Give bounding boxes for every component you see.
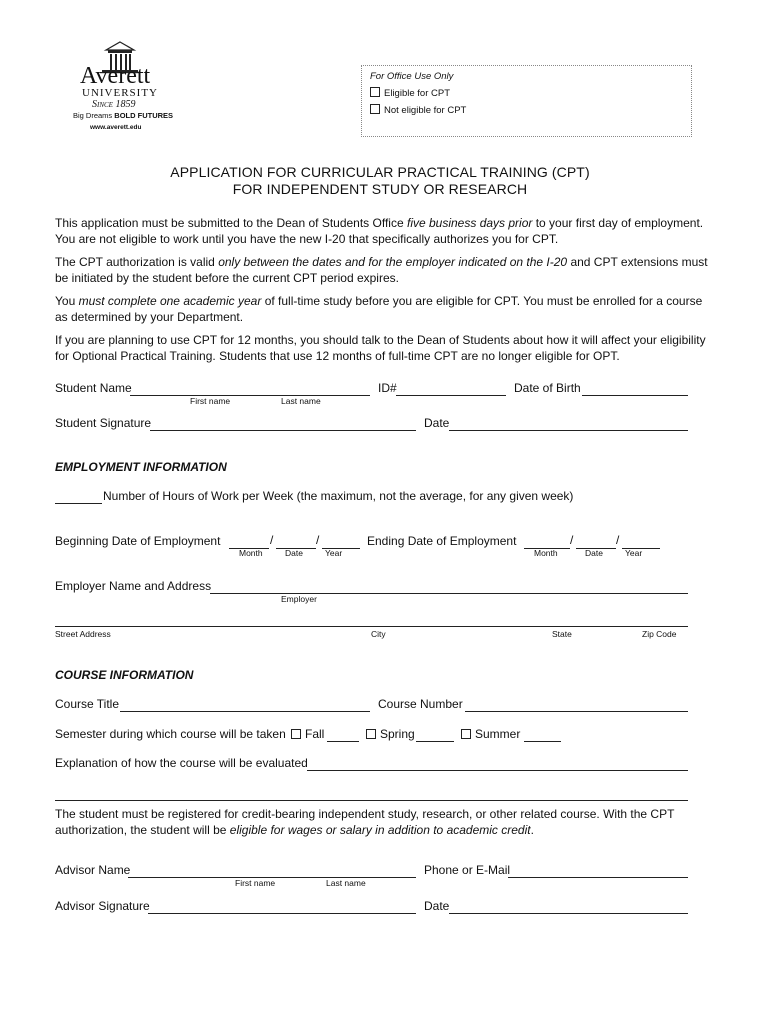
tagline-bold: BOLD FUTURES (114, 111, 174, 120)
logo-since: Since 1859 (92, 99, 136, 110)
student-date-label: Date (424, 416, 450, 430)
advisor-signature-label: Advisor Signature (55, 899, 150, 913)
end-slash-1: / (570, 533, 574, 547)
zip-caption: Zip Code (642, 629, 677, 639)
title-line2: FOR INDEPENDENT STUDY OR RESEARCH (232, 181, 528, 197)
end-month-field[interactable] (524, 535, 570, 549)
begin-day-field[interactable] (276, 535, 316, 549)
begin-slash-2: / (316, 533, 320, 547)
dob-label: Date of Birth (514, 381, 581, 395)
student-id-field[interactable] (396, 382, 506, 396)
begin-slash-1: / (270, 533, 274, 547)
end-year-caption: Year (625, 548, 643, 558)
end-year-field[interactable] (622, 535, 660, 549)
semester-spring[interactable] (366, 727, 415, 741)
advisor-date-label: Date (424, 899, 450, 913)
employment-heading: EMPLOYMENT INFORMATION (55, 460, 227, 474)
course-number-field[interactable] (465, 698, 688, 712)
hours-label: Number of Hours of Work per Week (the maximum, not the average, for any given week) (103, 489, 574, 503)
spring-label: Spring (380, 727, 415, 741)
fall-label: Fall (305, 727, 325, 741)
street-caption: Street Address (55, 629, 111, 639)
form-title (55, 164, 705, 198)
begin-month-field[interactable] (229, 535, 269, 549)
student-name-field[interactable] (130, 382, 370, 396)
checkbox-icon[interactable] (370, 87, 380, 97)
evaluation-label: Explanation of how the course will be evaluated (55, 756, 308, 770)
fall-field[interactable] (327, 728, 359, 742)
office-opt2: Not eligible for CPT (384, 105, 467, 116)
logo-name-bottom: UNIVERSITY (82, 87, 158, 99)
advisor-contact-field[interactable] (508, 864, 688, 878)
course-heading: COURSE INFORMATION (55, 668, 194, 682)
hours-field[interactable] (55, 490, 102, 504)
advisor-last-name-caption: Last name (326, 878, 366, 888)
advisor-signature-field[interactable] (148, 900, 416, 914)
office-option-not-eligible[interactable] (370, 104, 466, 116)
evaluation-field-2[interactable] (55, 787, 688, 801)
intro-p4: If you are planning to use CPT for 12 months, you should talk to the Dean of Students about how it will affect your eligibility for Optional Practical Training. Students that use 12 months of full-time CPT are no longer eligible for OPT. (55, 333, 706, 363)
semester-label: Semester during which course will be taken (55, 727, 286, 741)
intro (55, 216, 710, 364)
intro-p2: The CPT authorization is valid only between the dates and for the employer indicated on the I-20 and CPT extensions must be initiated by the student before the current CPT period expires. (55, 255, 708, 285)
student-date-field[interactable] (449, 417, 688, 431)
course-title-field[interactable] (120, 698, 370, 712)
student-signature-label: Student Signature (55, 416, 152, 430)
end-slash-2: / (616, 533, 620, 547)
student-id-label: ID# (378, 381, 397, 395)
end-month-caption: Month (534, 548, 558, 558)
semester-summer[interactable] (461, 727, 520, 741)
course-title-label: Course Title (55, 697, 120, 711)
employer-field[interactable] (210, 580, 688, 594)
advisor-contact-label: Phone or E-Mail (424, 863, 511, 877)
checkbox-icon[interactable] (370, 104, 380, 114)
office-opt1: Eligible for CPT (384, 88, 450, 99)
tagline-light: Big Dreams (73, 111, 113, 120)
begin-date-label: Beginning Date of Employment (55, 534, 221, 548)
checkbox-icon[interactable] (291, 729, 301, 739)
checkbox-icon[interactable] (366, 729, 376, 739)
begin-year-field[interactable] (322, 535, 360, 549)
advisor-name-field[interactable] (128, 864, 416, 878)
title-line1: APPLICATION FOR CURRICULAR PRACTICAL TRAINING (CPT) (170, 164, 590, 180)
state-caption: State (552, 629, 572, 639)
begin-date-caption: Date (285, 548, 303, 558)
end-date-caption: Date (585, 548, 603, 558)
employer-address-field[interactable] (55, 613, 688, 627)
logo-url: www.averett.edu (90, 124, 142, 131)
course-note: The student must be registered for credit-bearing independent study, research, or other related course. With the CPT authorization, the student will be eligible for wages or salary in addition to academic credit. (55, 807, 675, 837)
begin-year-caption: Year (325, 548, 343, 558)
dob-field[interactable] (582, 382, 688, 396)
end-day-field[interactable] (576, 535, 616, 549)
logo-name-top: Averett (80, 63, 151, 89)
employer-caption: Employer (281, 594, 317, 604)
evaluation-field[interactable] (307, 757, 688, 771)
student-first-name-caption: First name (190, 396, 231, 406)
end-date-label: Ending Date of Employment (367, 534, 517, 548)
advisor-first-name-caption: First name (235, 878, 276, 888)
student-name-label: Student Name (55, 381, 132, 395)
logo-tagline (73, 111, 173, 120)
checkbox-icon[interactable] (461, 729, 471, 739)
office-use-box (361, 65, 692, 137)
summer-field[interactable] (524, 728, 561, 742)
advisor-date-field[interactable] (449, 900, 688, 914)
university-logo (70, 40, 174, 135)
city-caption: City (371, 629, 386, 639)
student-last-name-caption: Last name (281, 396, 321, 406)
intro-p1: This application must be submitted to the Dean of Students Office five business days prior to your first day of employment. You are not eligible to work until you have the new I-20 that specifically authorizes you for CPT. (55, 216, 704, 246)
spring-field[interactable] (416, 728, 454, 742)
office-option-eligible[interactable] (370, 87, 450, 99)
semester-fall[interactable] (291, 727, 324, 741)
course-number-label: Course Number (378, 697, 463, 711)
employer-label: Employer Name and Address (55, 579, 212, 593)
begin-month-caption: Month (239, 548, 263, 558)
advisor-name-label: Advisor Name (55, 863, 131, 877)
intro-p3: You must complete one academic year of full-time study before you are eligible for CPT. You must be enrolled for a course as determined by your Department. (55, 294, 703, 324)
summer-label: Summer (475, 727, 521, 741)
office-title: For Office Use Only (370, 71, 454, 82)
student-signature-field[interactable] (150, 417, 416, 431)
